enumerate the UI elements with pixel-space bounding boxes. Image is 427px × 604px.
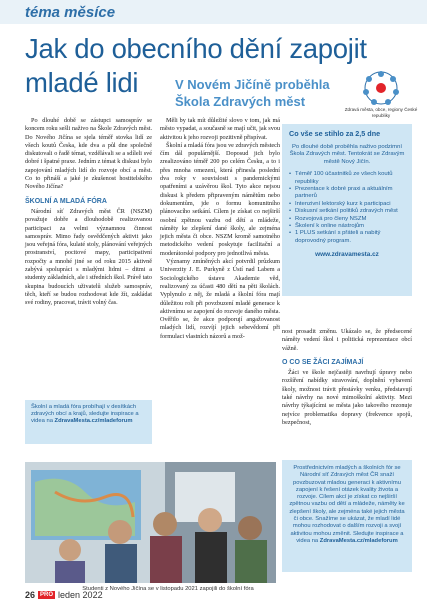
promo-box-forums — [25, 400, 152, 444]
list-item: • Prezentace k dobré praxi a aktuálním partnerů — [289, 186, 405, 201]
paragraph: Žáci ve škole nejčastěji navrhují úpravy nebo rozšíření nabídky stravování, doplnění vybavení školy, možnost trávit přestávky venku, představují také návrhy na nové mimoškolní aktivity. Mezi návrhy týkajícími se města jako takového rezonuje nejvíce problematika dopravy (frekvence spojů, bezpečnost, — [282, 369, 412, 426]
list-item: • Rozvojová pro členy NSZM — [289, 216, 405, 223]
photo-caption: Studenti z Nového Jičína se v listopadu 2021 zapojili do školní fóra — [82, 586, 254, 592]
zdrava-mesta-logo — [349, 66, 413, 112]
issue-date: leden 2022 — [58, 590, 103, 600]
paragraph: Měli by tak mít důležité slovo v tom, jak má město vypadat, a současně se mají učit, jak svou aktivitou k jeho rozvoji pozitivně přispívat. — [160, 117, 280, 141]
promo-link[interactable]: ZdravaMesta.cz/mladeforum — [54, 418, 133, 425]
sidebar-list — [289, 171, 405, 245]
students-photo — [25, 462, 276, 583]
headline: Jak do obecního dění zapojit mladé lidi — [25, 33, 367, 98]
paragraph: Po dlouhé době se zástupci samospráv se koncem roku sešli naživo na Škole Zdravých měst. Do Nového Jičína se sjela téměř stovka lidí ze všech koutů Česka, kde dva a půl dne společně diskutovali o řadě témat, vzdělávali se a sdíleli své dobré i špatné praxe. Jedním z témat k diskusi bylo zapojování mladých lidí do rozvoje obcí a měst. Co to přináší a jaké je zkušenost hostitelského Nového Jičína? — [25, 117, 152, 191]
sidebar-title: Co vše se stihlo za 2,5 dne — [289, 129, 381, 138]
page-number: 26 — [25, 590, 36, 600]
promo-box-network — [282, 460, 412, 572]
sidebar-intro: Po dlouhé době proběhla naživo podzimní Škola Zdravých měst. Tentokrát se Zdravým městě Nový Jičín. — [289, 144, 405, 165]
paragraph: nost prosadit změnu. Ukázalo se, že předsecené náměty vedení škol i politická reprezentace obcí vážně. — [282, 328, 412, 352]
subheadline: V Novém Jičíně proběhla Škola Zdravých měst — [175, 77, 330, 109]
list-item: • 1 PLUS setkání s přáteli a nabitý doprovodný program. — [289, 230, 405, 245]
topic-label: téma měsíce — [25, 4, 116, 21]
list-item: • Diskusní setkání politiků zdravých měst — [289, 208, 405, 215]
column-1 — [25, 117, 152, 308]
paragraph: Školní a mladá fóra jsou ve zdravých městech čím dál populárnější. Doposud jich bylo zrealizováno téměř 200 po celém Česku, a to i přes mnoha omezení, která přinesla poslední dva roky v souvislosti s pandemickými opatřeními a uzávěrou škol. Tyto akce nejsou diskusi k předem připraveným námětům nebo dokumentům, jde o formu komunitního plánovacího setkání. Cílem je získat co nejširší osobní zpětnou vazbu od dětí a mládeže, náměty ke zlepšení dané školy, ale zejména jejich města či obce. NSZM kromě samotného metodického vedení poskytuje facilitační a moderátorské podpory pro jednotlivá města. — [160, 141, 280, 257]
column-2 — [160, 117, 280, 341]
paragraph: Významy zmíněných akcí potvrdil průzkum Univerzity J. E. Purkyně z Ústí nad Labem a Sociologického ústavu Akademie věd, realizovaný za účasti 480 dětí na pěti školách. Vyplynulo z něj, že mladá a školní fóra mají důležitou roli při povzbuzení mladé generace k aktivnímu se zapojení do rozvoje daného města. Ověřilo se, že akce podporují angažovanost mladých lidí, rozvíjí jejich sebevědomí při formulaci vlastních názorů a mož- — [160, 258, 280, 340]
section-heading: ŠKOLNÍ A MLADÁ FÓRA — [25, 197, 107, 205]
promo-link[interactable]: ZdravaMesta.cz/mladeforum — [319, 537, 398, 544]
magazine-badge: PRO — [40, 592, 54, 598]
page-footer — [25, 590, 103, 600]
logo-caption: Zdravá města, obce, regiony České republiky — [344, 107, 418, 118]
paragraph: Národní síť Zdravých měst ČR (NSZM) považuje dobře a dlouhodobě realizovanou participaci za velmi významnou činnost samospráv. Mimo řady osvědčených aktivit jako jsou veřejná fóra, kulaté stoly, plánování veřejných prostranství, pocitové mapy, participativní rozpočty a mnohé jiné se od roku 2015 aktivně zabývá spolupráci s mladými lidmi – ditmi a studenty základních, ale i středních škol. Právě tato skupina budoucích uživatelů služeb samospráv, těch, kteří se budou rozhodovat kde žít, zakládat své rodiny, pracovat, trávit volný čas. — [25, 207, 152, 307]
list-item: • Školení k online nástrojům — [289, 223, 405, 230]
column-3 — [282, 328, 412, 427]
list-item: • Intenzivní lektorský kurz k participaci — [289, 201, 405, 208]
promo-text: Školní a mladá fóra probíhají v desítkách zdravých obcí a krajů, sledujte inspirace a videa na — [31, 404, 139, 425]
promo-text: Prostřednictvím mladých a školních fór se Národní síť Zdravých měst ČR snaží povzbuzovat mladou generaci k aktivnímu zapojení k řešení otázek kvality života a rozvoje. Cílem akcí je získat co nejširší zpětnou vazbu od dětí a mládeže, náměty ke zlepšení školy, ale zejména také jejich města či obce. Snažíme se ukázat, že mladí lidé mohou rozhodovat o dalším rozvoji a svojí aktivitou mohou změnit. Sledujte inspirace a videa na — [289, 465, 405, 544]
sidebar-link[interactable]: www.zdravamesta.cz — [315, 251, 379, 259]
list-item: • Téměř 100 účastnitků ze všech koutů republiky — [289, 171, 405, 186]
sidebar-box — [282, 124, 412, 296]
section-heading: O CO SE ŽÁCI ZAJÍMAJÍ — [282, 358, 364, 366]
